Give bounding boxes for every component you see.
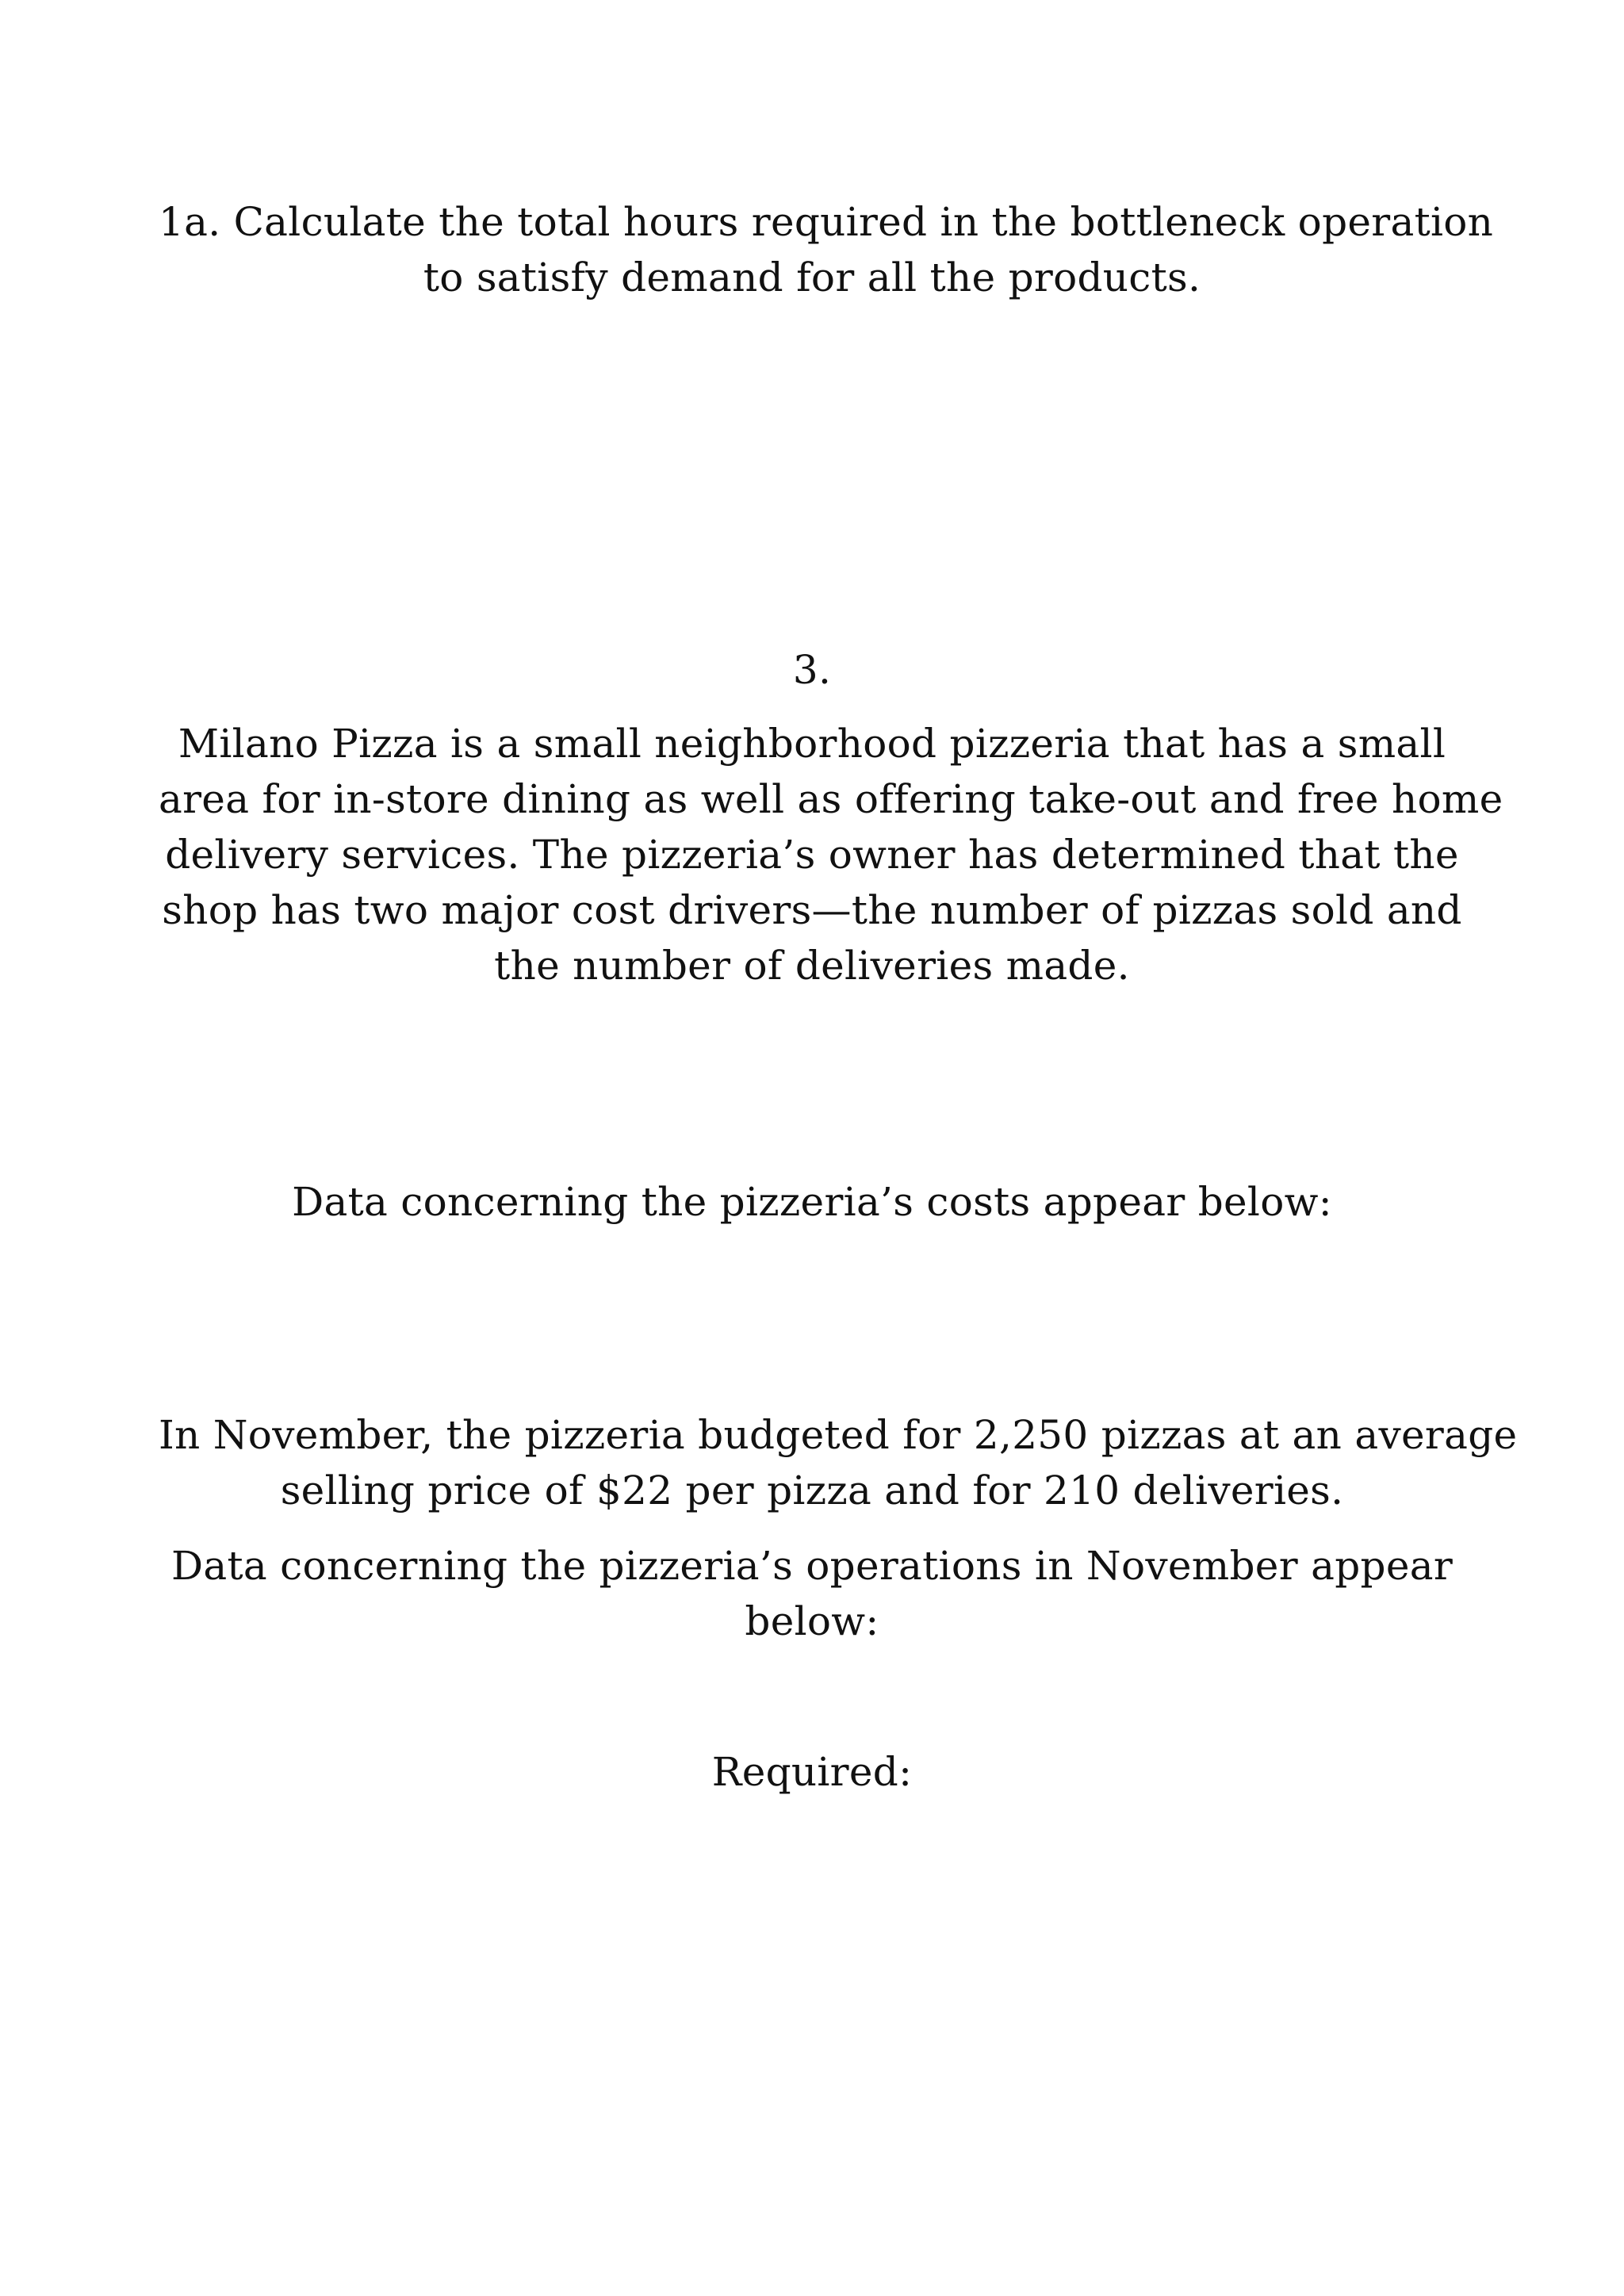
intro-line: Milano Pizza is a small neighborhood pizzeria that has a small — [178, 721, 1446, 767]
costs-intro-paragraph — [159, 1174, 1465, 1230]
question-1a-line: to satisfy demand for all the products. — [423, 254, 1201, 300]
operations-line: Data concerning the pizzeria’s operations in November appear — [170, 1543, 1454, 1589]
intro-line: the number of deliveries made. — [494, 943, 1130, 989]
question-3-number — [159, 642, 1465, 698]
costs-intro-line: Data concerning the pizzeria’s costs appear below: — [292, 1179, 1332, 1225]
required-label: Required: — [711, 1749, 913, 1795]
budget-line: selling price of $22 per pizza and for 210 deliveries. — [280, 1468, 1344, 1513]
operations-line: below: — [745, 1598, 879, 1644]
intro-line: delivery services. The pizzeria’s owner has determined that the — [165, 832, 1459, 878]
intro-line: area for in-store dining as well as offering take-out and free home — [159, 776, 1503, 822]
question-1a-text — [159, 194, 1494, 305]
question-3-intro-paragraph — [159, 716, 1503, 993]
budget-line: In November, the pizzeria budgeted for 2,250 pizzas at an average — [159, 1412, 1518, 1458]
question-1a-line: 1a. Calculate the total hours required in the bottleneck operation — [159, 199, 1494, 245]
operations-paragraph — [159, 1538, 1465, 1649]
question-number: 3. — [792, 647, 832, 693]
required-heading — [159, 1744, 1465, 1800]
intro-line: shop has two major cost drivers—the number of pizzas sold and — [162, 887, 1462, 933]
budget-paragraph — [159, 1407, 1518, 1518]
